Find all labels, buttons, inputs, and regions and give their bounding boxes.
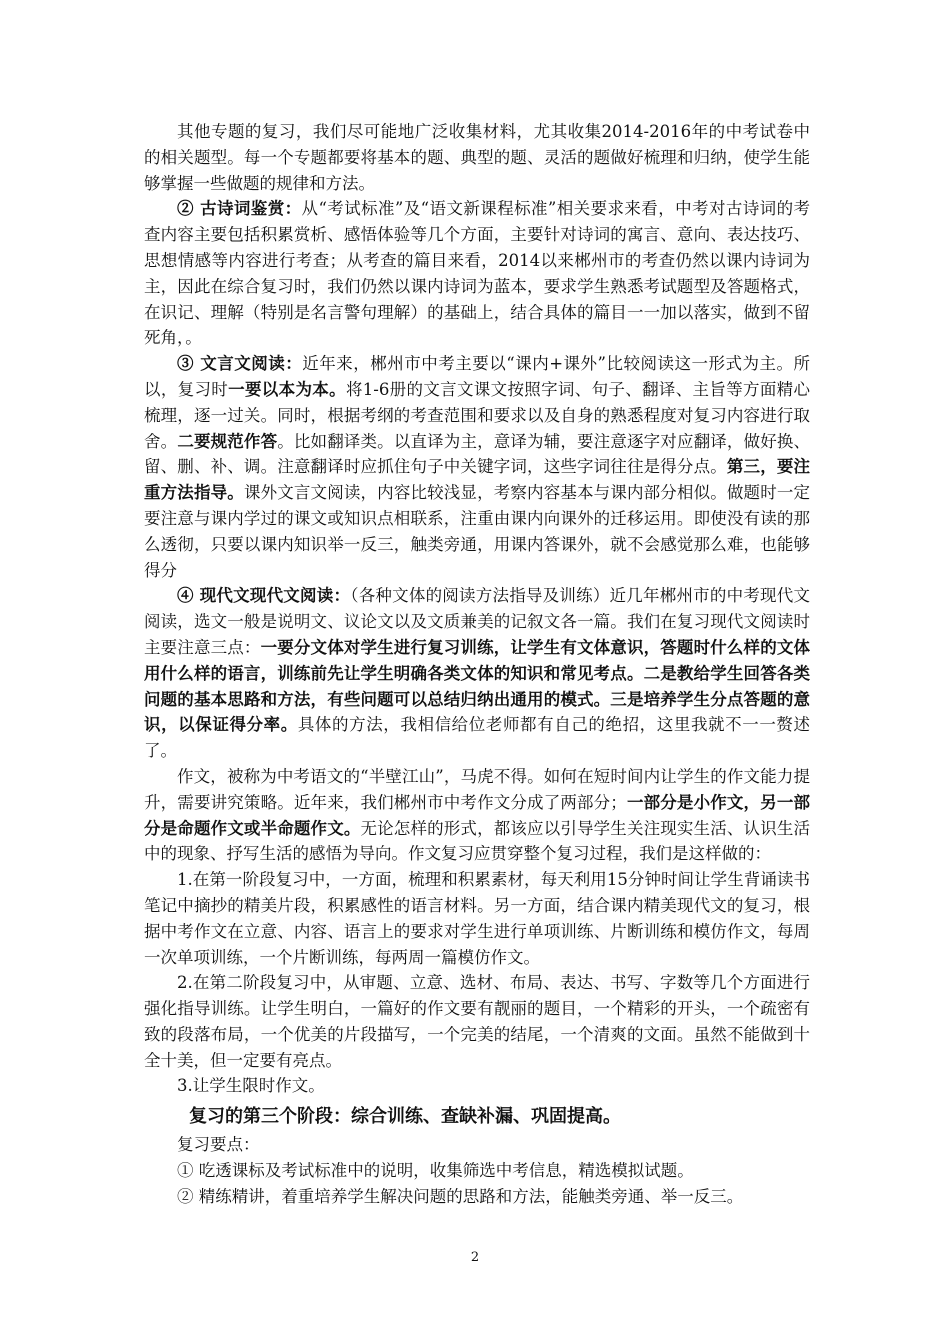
para-classical-chinese-run: 二要规范作答 (177, 431, 278, 451)
para-composition-run: 作文，被称为中考语文的“半壁江山”，马虎不得。如何在短时间内让学生的作文能力提升，需要讲究策略。近年来，我们郴州市中考作文分成了两部分； (144, 766, 810, 812)
para-modern-reading-run: ④ 现代文现代文阅读： (177, 586, 351, 606)
para-modern-reading (144, 583, 810, 764)
para-modern-reading-run: 具体的方法，我相信给位老师都有自己的绝招，这里我就不一一赘述了。 (144, 715, 811, 761)
section-heading-stage-3: 复习的第三个阶段：综合训练、查缺补漏、巩固提高。 (189, 1106, 621, 1128)
para-classical-poetry-run: ② 古诗词鉴赏： (177, 199, 302, 219)
para-classical-chinese-run: ③ 文言文阅读： (177, 354, 303, 374)
para-step-1-run: 1.在第一阶段复习中，一方面，梳理和积累素材，每天利用15分钟时间让学生背诵读书笔记中摘抄的精美片段，积累感性的语言材料。另一方面，结合课内精美现代文的复习，根据中考作文在立意、内容、语言上的要求对学生进行单项训练、片断训练和模仿作文，每周一次单项训练，一个片断训练，每两周一篇模仿作文。 (144, 870, 810, 967)
body-paragraphs (144, 119, 810, 1099)
para-step-3-run: 3.让学生限时作文。 (177, 1076, 325, 1096)
para-composition-run: 一部分是小作文，另一部分是命题作文或半命题作文。 (144, 792, 811, 838)
para-composition (144, 764, 810, 867)
document-body (144, 119, 810, 1210)
para-step-3 (144, 1073, 810, 1099)
para-modern-reading-run: 一要分文体对学生进行复习训练，让学生有文体意识，答题时什么样的文体用什么样的语言，训练前先让学生明确各类文体的知识和常见考点。二是教给学生回答各类问题的基本思路和方法，有些问题可以总结归纳出通用的模式。三是培养学生分点答题的意识，以保证得分率。 (144, 637, 811, 735)
para-classical-chinese-run: 课外文言文阅读，内容比较浅显，考察内容基本与课内部分相似。做题时一定要注意与课内学过的课文或知识点相联系，注重由课内向课外的迁移运用。即使没有读的那么透彻，只要以课内知识举一反三，触类旁通，用课内答课外，就不会感觉那么难，也能够得分 (144, 483, 811, 580)
para-classical-chinese-run: 一要以本为本。 (228, 379, 346, 399)
para-composition-run: 无论怎样的形式，都该应以引导学生关注现实生活、认识生活中的现象、抒写生活的感悟为导向。作文复习应贯穿整个复习过程，我们是这样做的： (144, 818, 811, 864)
para-step-2-run: 2.在第二阶段复习中，从审题、立意、选材、布局、表达、书写、字数等几个方面进行强化指导训练。让学生明白，一篇好的作文要有靓丽的题目，一个精彩的开头，一个疏密有致的段落布局，一个优美的片段描写，一个完美的结尾，一个清爽的文面。虽然不能做到十全十美，但一定要有亮点。 (144, 973, 810, 1070)
review-point-1: ① 吃透课标及考试标准中的说明，收集筛选中考信息，精选模拟试题。 (177, 1161, 694, 1181)
page-number: 2 (470, 1250, 480, 1265)
review-points-label: 复习要点： (177, 1135, 260, 1155)
para-classical-chinese-run: 第三，要注重方法指导。 (144, 457, 811, 503)
para-topics-intro (144, 119, 810, 196)
para-classical-chinese (144, 351, 810, 583)
para-step-2 (144, 970, 810, 1073)
para-classical-chinese-run: 。比如翻译类。以直译为主，意译为辅，要注意逐字对应翻译，做好换、留、删、补、调。注意翻译时应抓住句子中关键字词，这些字词往往是得分点。 (144, 431, 811, 477)
para-classical-chinese-run: 近年来，郴州市中考主要以“课内+课外”比较阅读这一形式为主。所以，复习时 (144, 354, 810, 399)
para-classical-poetry-run: 从“考试标准”及“语文新课程标准”相关要求来看，中考对古诗词的考查内容主要包括积累赏析、感悟体验等几个方面，主要针对诗词的寓言、意向、表达技巧、思想情感等内容进行考查；从考查的篇目来看，2014以来郴州市的考查仍然以课内诗词为主，因此在综合复习时，我们仍然以课内诗词为蓝本，要求学生熟悉考试题型及答题格式，在识记、理解（特别是名言警句理解）的基础上，结合具体的篇目一一加以落实，做到不留死角，。 (144, 199, 810, 348)
para-classical-chinese-run: 将1-6册的文言文课文按照字词、句子、翻译、主旨等方面精心梳理，逐一过关。同时，根据考纲的考查范围和要求以及自身的熟悉程度对复习内容进行取舍。 (144, 379, 811, 451)
para-modern-reading-run: （各种文体的阅读方法指导及训练）近几年郴州市的中考现代文阅读，选文一般是说明文、议论文以及文质兼美的记叙文各一篇。我们在复习现代文阅读时主要注意三点： (144, 586, 811, 657)
para-classical-poetry (144, 196, 810, 351)
para-step-1 (144, 867, 810, 970)
review-point-2: ② 精练精讲，着重培养学生解决问题的思路和方法，能触类旁通、举一反三。 (177, 1186, 744, 1206)
para-topics-intro-run: 其他专题的复习，我们尽可能地广泛收集材料，尤其收集2014-2016年的中考试卷中的相关题型。每一个专题都要将基本的题、典型的题、灵活的题做好梳理和归纳，使学生能够掌握一些做题的规律和方法。 (144, 122, 810, 193)
